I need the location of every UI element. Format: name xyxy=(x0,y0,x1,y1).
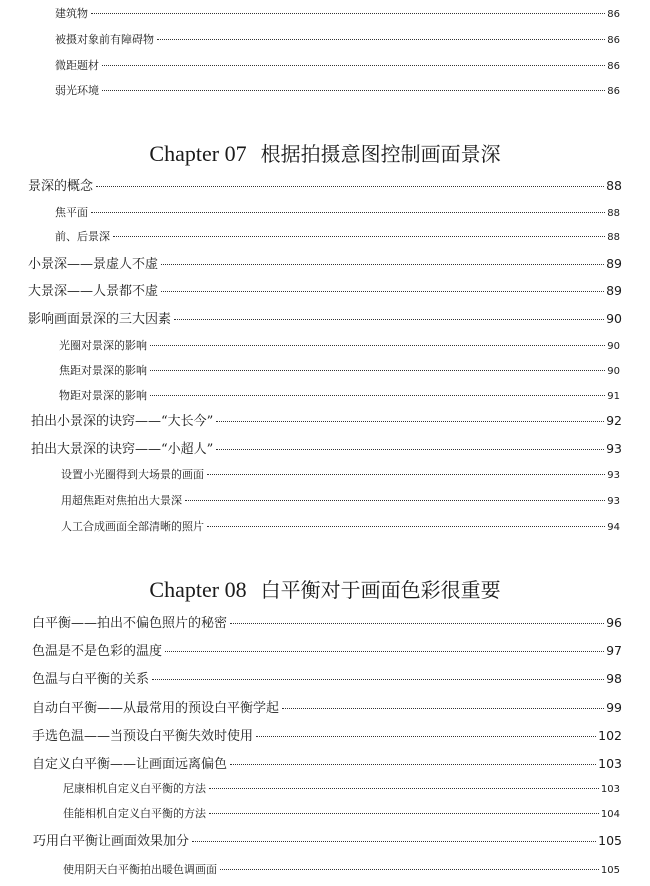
toc-entry-title: 景深的概念 xyxy=(28,179,94,194)
dot-leader xyxy=(96,186,604,187)
dot-leader xyxy=(91,13,605,14)
toc-page-number: 97 xyxy=(606,643,622,658)
toc-entry-title: 影响画面景深的三大因素 xyxy=(28,312,172,327)
dot-leader xyxy=(150,370,605,371)
toc-entry[interactable] xyxy=(61,492,620,508)
toc-page-number: 92 xyxy=(606,413,622,428)
toc-entry[interactable] xyxy=(32,668,622,687)
toc-page-number: 86 xyxy=(607,61,620,72)
toc-entry[interactable] xyxy=(32,753,622,772)
dot-leader xyxy=(230,623,604,624)
dot-leader xyxy=(102,90,605,91)
toc-entry-title: 白平衡——拍出不偏色照片的秘密 xyxy=(32,616,228,631)
toc-entry-title: 自定义白平衡——让画面远离偏色 xyxy=(32,757,228,772)
toc-page-number: 96 xyxy=(606,615,622,630)
toc-entry-title: 色温与白平衡的关系 xyxy=(32,672,150,687)
toc-entry-title: 微距题材 xyxy=(55,59,99,72)
dot-leader xyxy=(113,236,605,237)
dot-leader xyxy=(157,39,605,40)
toc-entry[interactable] xyxy=(61,518,620,534)
dot-leader xyxy=(150,345,605,346)
dot-leader xyxy=(209,813,599,814)
chapter-title: 白平衡对于画面色彩很重要 xyxy=(260,578,501,602)
toc-entry-title: 自动白平衡——从最常用的预设白平衡学起 xyxy=(32,701,280,716)
dot-leader xyxy=(102,65,605,66)
toc-entry[interactable] xyxy=(33,830,622,849)
chapter-title: 根据拍摄意图控制画面景深 xyxy=(260,142,501,166)
dot-leader xyxy=(207,474,605,475)
toc-page-number: 104 xyxy=(600,809,620,820)
toc-page-number: 90 xyxy=(607,366,620,377)
chapter-number: Chapter 07 xyxy=(149,141,247,166)
dot-leader xyxy=(220,869,599,870)
toc-entry-title: 佳能相机自定义白平衡的方法 xyxy=(63,807,206,820)
toc-entry[interactable] xyxy=(55,204,620,220)
toc-entry[interactable] xyxy=(63,805,620,821)
toc-page-number: 94 xyxy=(607,522,620,533)
toc-entry[interactable] xyxy=(31,438,622,457)
toc-page-number: 88 xyxy=(606,178,622,193)
toc-entry[interactable] xyxy=(32,612,622,631)
toc-page-number: 93 xyxy=(607,496,620,507)
dot-leader xyxy=(216,421,604,422)
toc-page-number: 93 xyxy=(606,441,622,456)
toc-entry-title: 前、后景深 xyxy=(55,230,110,243)
toc-entry-title: 巧用白平衡让画面效果加分 xyxy=(33,834,190,849)
toc-entry-title: 物距对景深的影响 xyxy=(59,389,147,402)
toc-page-number: 102 xyxy=(598,728,622,743)
dot-leader xyxy=(161,291,604,292)
toc-entry[interactable] xyxy=(55,5,620,21)
toc-entry-title: 人工合成画面全部清晰的照片 xyxy=(61,520,204,533)
dot-leader xyxy=(282,708,604,709)
dot-leader xyxy=(185,500,605,501)
chapter-heading xyxy=(0,574,650,603)
toc-entry-title: 设置小光圈得到大场景的画面 xyxy=(61,468,204,481)
toc-page-number: 93 xyxy=(607,470,620,481)
toc-entry[interactable] xyxy=(59,362,620,378)
dot-leader xyxy=(256,736,596,737)
toc-page-number: 88 xyxy=(607,208,620,219)
toc-entry[interactable] xyxy=(28,175,622,194)
chapter-heading xyxy=(0,138,650,167)
dot-leader xyxy=(161,264,604,265)
toc-page-number: 103 xyxy=(598,756,622,771)
toc-entry[interactable] xyxy=(55,228,620,244)
dot-leader xyxy=(216,449,604,450)
toc-entry[interactable] xyxy=(32,697,622,716)
toc-entry[interactable] xyxy=(59,387,620,403)
toc-page-number: 105 xyxy=(600,865,620,876)
toc-entry-title: 拍出小景深的诀窍——“大长今” xyxy=(31,414,214,429)
toc-entry[interactable] xyxy=(32,640,622,659)
toc-entry[interactable] xyxy=(28,280,622,299)
toc-entry-title: 焦平面 xyxy=(55,206,88,219)
dot-leader xyxy=(192,841,596,842)
toc-page-number: 98 xyxy=(606,671,622,686)
toc-entry[interactable] xyxy=(32,725,622,744)
toc-entry-title: 尼康相机自定义白平衡的方法 xyxy=(63,782,206,795)
toc-page-number: 86 xyxy=(607,86,620,97)
toc-entry-title: 光圈对景深的影响 xyxy=(59,339,147,352)
toc-page-number: 91 xyxy=(607,391,620,402)
dot-leader xyxy=(91,212,605,213)
dot-leader xyxy=(230,764,596,765)
dot-leader xyxy=(174,319,604,320)
toc-page-number: 105 xyxy=(598,833,622,848)
dot-leader xyxy=(209,788,599,789)
toc-entry-title: 手选色温——当预设白平衡失效时使用 xyxy=(32,729,254,744)
toc-entry[interactable] xyxy=(55,31,620,47)
toc-entry-title: 建筑物 xyxy=(55,7,88,20)
toc-entry-title: 大景深——人景都不虚 xyxy=(28,284,159,299)
toc-entry[interactable] xyxy=(55,82,620,98)
dot-leader xyxy=(165,651,604,652)
toc-page-number: 86 xyxy=(607,9,620,20)
toc-entry-title: 色温是不是色彩的温度 xyxy=(32,644,163,659)
toc-entry-title: 焦距对景深的影响 xyxy=(59,364,147,377)
toc-entry-title: 小景深——景虚人不虚 xyxy=(28,257,159,272)
toc-entry-title: 弱光环境 xyxy=(55,84,99,97)
toc-page-number: 88 xyxy=(607,232,620,243)
toc-entry[interactable] xyxy=(55,57,620,73)
toc-entry-title: 被摄对象前有障碍物 xyxy=(55,33,154,46)
toc-page-number: 90 xyxy=(606,311,622,326)
toc-entry[interactable] xyxy=(28,308,622,327)
toc-page-number: 90 xyxy=(607,341,620,352)
toc-entry-title: 拍出大景深的诀窍——“小超人” xyxy=(31,442,214,457)
toc-entry[interactable] xyxy=(61,466,620,482)
toc-page-number: 99 xyxy=(606,700,622,715)
toc-entry[interactable] xyxy=(59,337,620,353)
chapter-number: Chapter 08 xyxy=(149,577,247,602)
toc-entry[interactable] xyxy=(28,253,622,272)
toc-entry[interactable] xyxy=(31,410,622,429)
toc-page-number: 89 xyxy=(606,283,622,298)
toc-entry-title: 用超焦距对焦拍出大景深 xyxy=(61,494,182,507)
toc-entry[interactable] xyxy=(63,780,620,796)
toc-page-number: 89 xyxy=(606,256,622,271)
toc-entry-title: 使用阴天白平衡拍出暖色调画面 xyxy=(63,863,217,876)
dot-leader xyxy=(150,395,605,396)
toc-page-number: 86 xyxy=(607,35,620,46)
dot-leader xyxy=(152,679,604,680)
toc-page-number: 103 xyxy=(600,784,620,795)
dot-leader xyxy=(207,526,605,527)
toc-entry[interactable] xyxy=(63,861,620,877)
